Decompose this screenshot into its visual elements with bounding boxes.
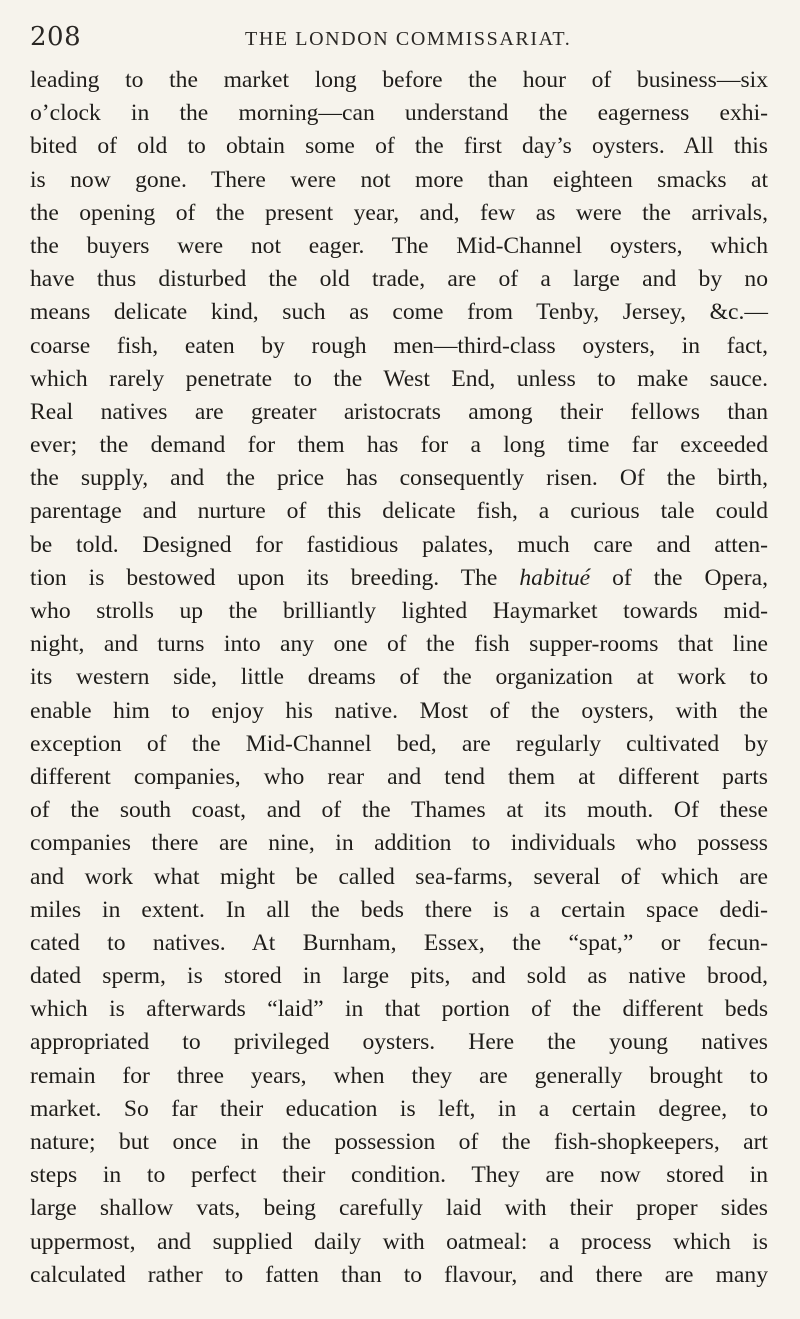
- text-line: exception of the Mid-Channel bed, are regularly cultivated by: [30, 730, 768, 757]
- text-line: the opening of the present year, and, few as were the arrivals,: [30, 199, 768, 226]
- text-line: the supply, and the price has consequently risen. Of the birth,: [30, 465, 768, 492]
- running-title: THE LONDON COMMISSARIAT.: [245, 28, 572, 50]
- text-line: is now gone. There were not more than eighteen smacks at: [30, 166, 768, 193]
- text-line: nature; but once in the possession of the fish-shopkeepers, art: [30, 1129, 768, 1155]
- italic-word: habitué: [519, 564, 591, 591]
- text-line: o’clock in the morning—can understand the eagerness exhi-: [30, 100, 768, 127]
- text-line: market. So far their education is left, in a certain degree, to: [30, 1095, 768, 1122]
- text-line: which is afterwards “laid” in that portion of the different beds: [30, 996, 768, 1023]
- text-line: have thus disturbed the old trade, are of a large and by no: [30, 266, 768, 293]
- text-line: and work what might be called sea-farms, several of which are: [30, 863, 768, 890]
- text-line: means delicate kind, such as come from Tenby, Jersey, &c.—: [30, 299, 768, 326]
- text-line: leading to the market long before the hour of business—six: [30, 67, 768, 93]
- text-line: cated to natives. At Burnham, Essex, the “spat,” or fecun-: [30, 929, 768, 956]
- text-line: steps in to perfect their condition. They are now stored in: [30, 1162, 768, 1189]
- text-line: its western side, little dreams of the organization at work to: [30, 664, 768, 691]
- text-line: tion is bestowed upon its breeding. The habitué of the Opera,: [30, 564, 768, 591]
- text-line: parentage and nurture of this delicate fish, a curious tale could: [30, 498, 768, 525]
- text-line: calculated rather to fatten than to flavour, and there are many: [30, 1261, 768, 1288]
- text-line: the buyers were not eager. The Mid-Channel oysters, which: [30, 232, 768, 259]
- text-line: miles in extent. In all the beds there is a certain space dedi-: [30, 896, 768, 923]
- text-line: be told. Designed for fastidious palates, much care and atten-: [30, 531, 768, 558]
- text-line: bited of old to obtain some of the first day’s oysters. All this: [30, 133, 768, 160]
- text-line: enable him to enjoy his native. Most of the oysters, with the: [30, 697, 768, 724]
- text-line: night, and turns into any one of the fish supper-rooms that line: [30, 631, 768, 658]
- text-line: Real natives are greater aristocrats among their fellows than: [30, 398, 768, 425]
- text-line: appropriated to privileged oysters. Here the young natives: [30, 1029, 768, 1056]
- text-line: coarse fish, eaten by rough men—third-class oysters, in fact,: [30, 332, 768, 359]
- text-line: different companies, who rear and tend them at different parts: [30, 763, 768, 790]
- text-line: remain for three years, when they are generally brought to: [30, 1062, 768, 1089]
- text-line: uppermost, and supplied daily with oatmeal: a process which is: [30, 1228, 768, 1255]
- body-text: [30, 64, 768, 1292]
- text-line: companies there are nine, in addition to individuals who possess: [30, 830, 768, 857]
- text-line: of the south coast, and of the Thames at its mouth. Of these: [30, 797, 768, 824]
- text-line: large shallow vats, being carefully laid with their proper sides: [30, 1195, 768, 1222]
- page-header: [30, 22, 770, 56]
- text-line: which rarely penetrate to the West End, unless to make sauce.: [30, 365, 768, 392]
- text-line: ever; the demand for them has for a long time far exceeded: [30, 432, 768, 459]
- page-number: 208: [30, 22, 82, 52]
- text-line: who strolls up the brilliantly lighted Haymarket towards mid-: [30, 598, 768, 624]
- text-line: dated sperm, is stored in large pits, and sold as native brood,: [30, 963, 768, 990]
